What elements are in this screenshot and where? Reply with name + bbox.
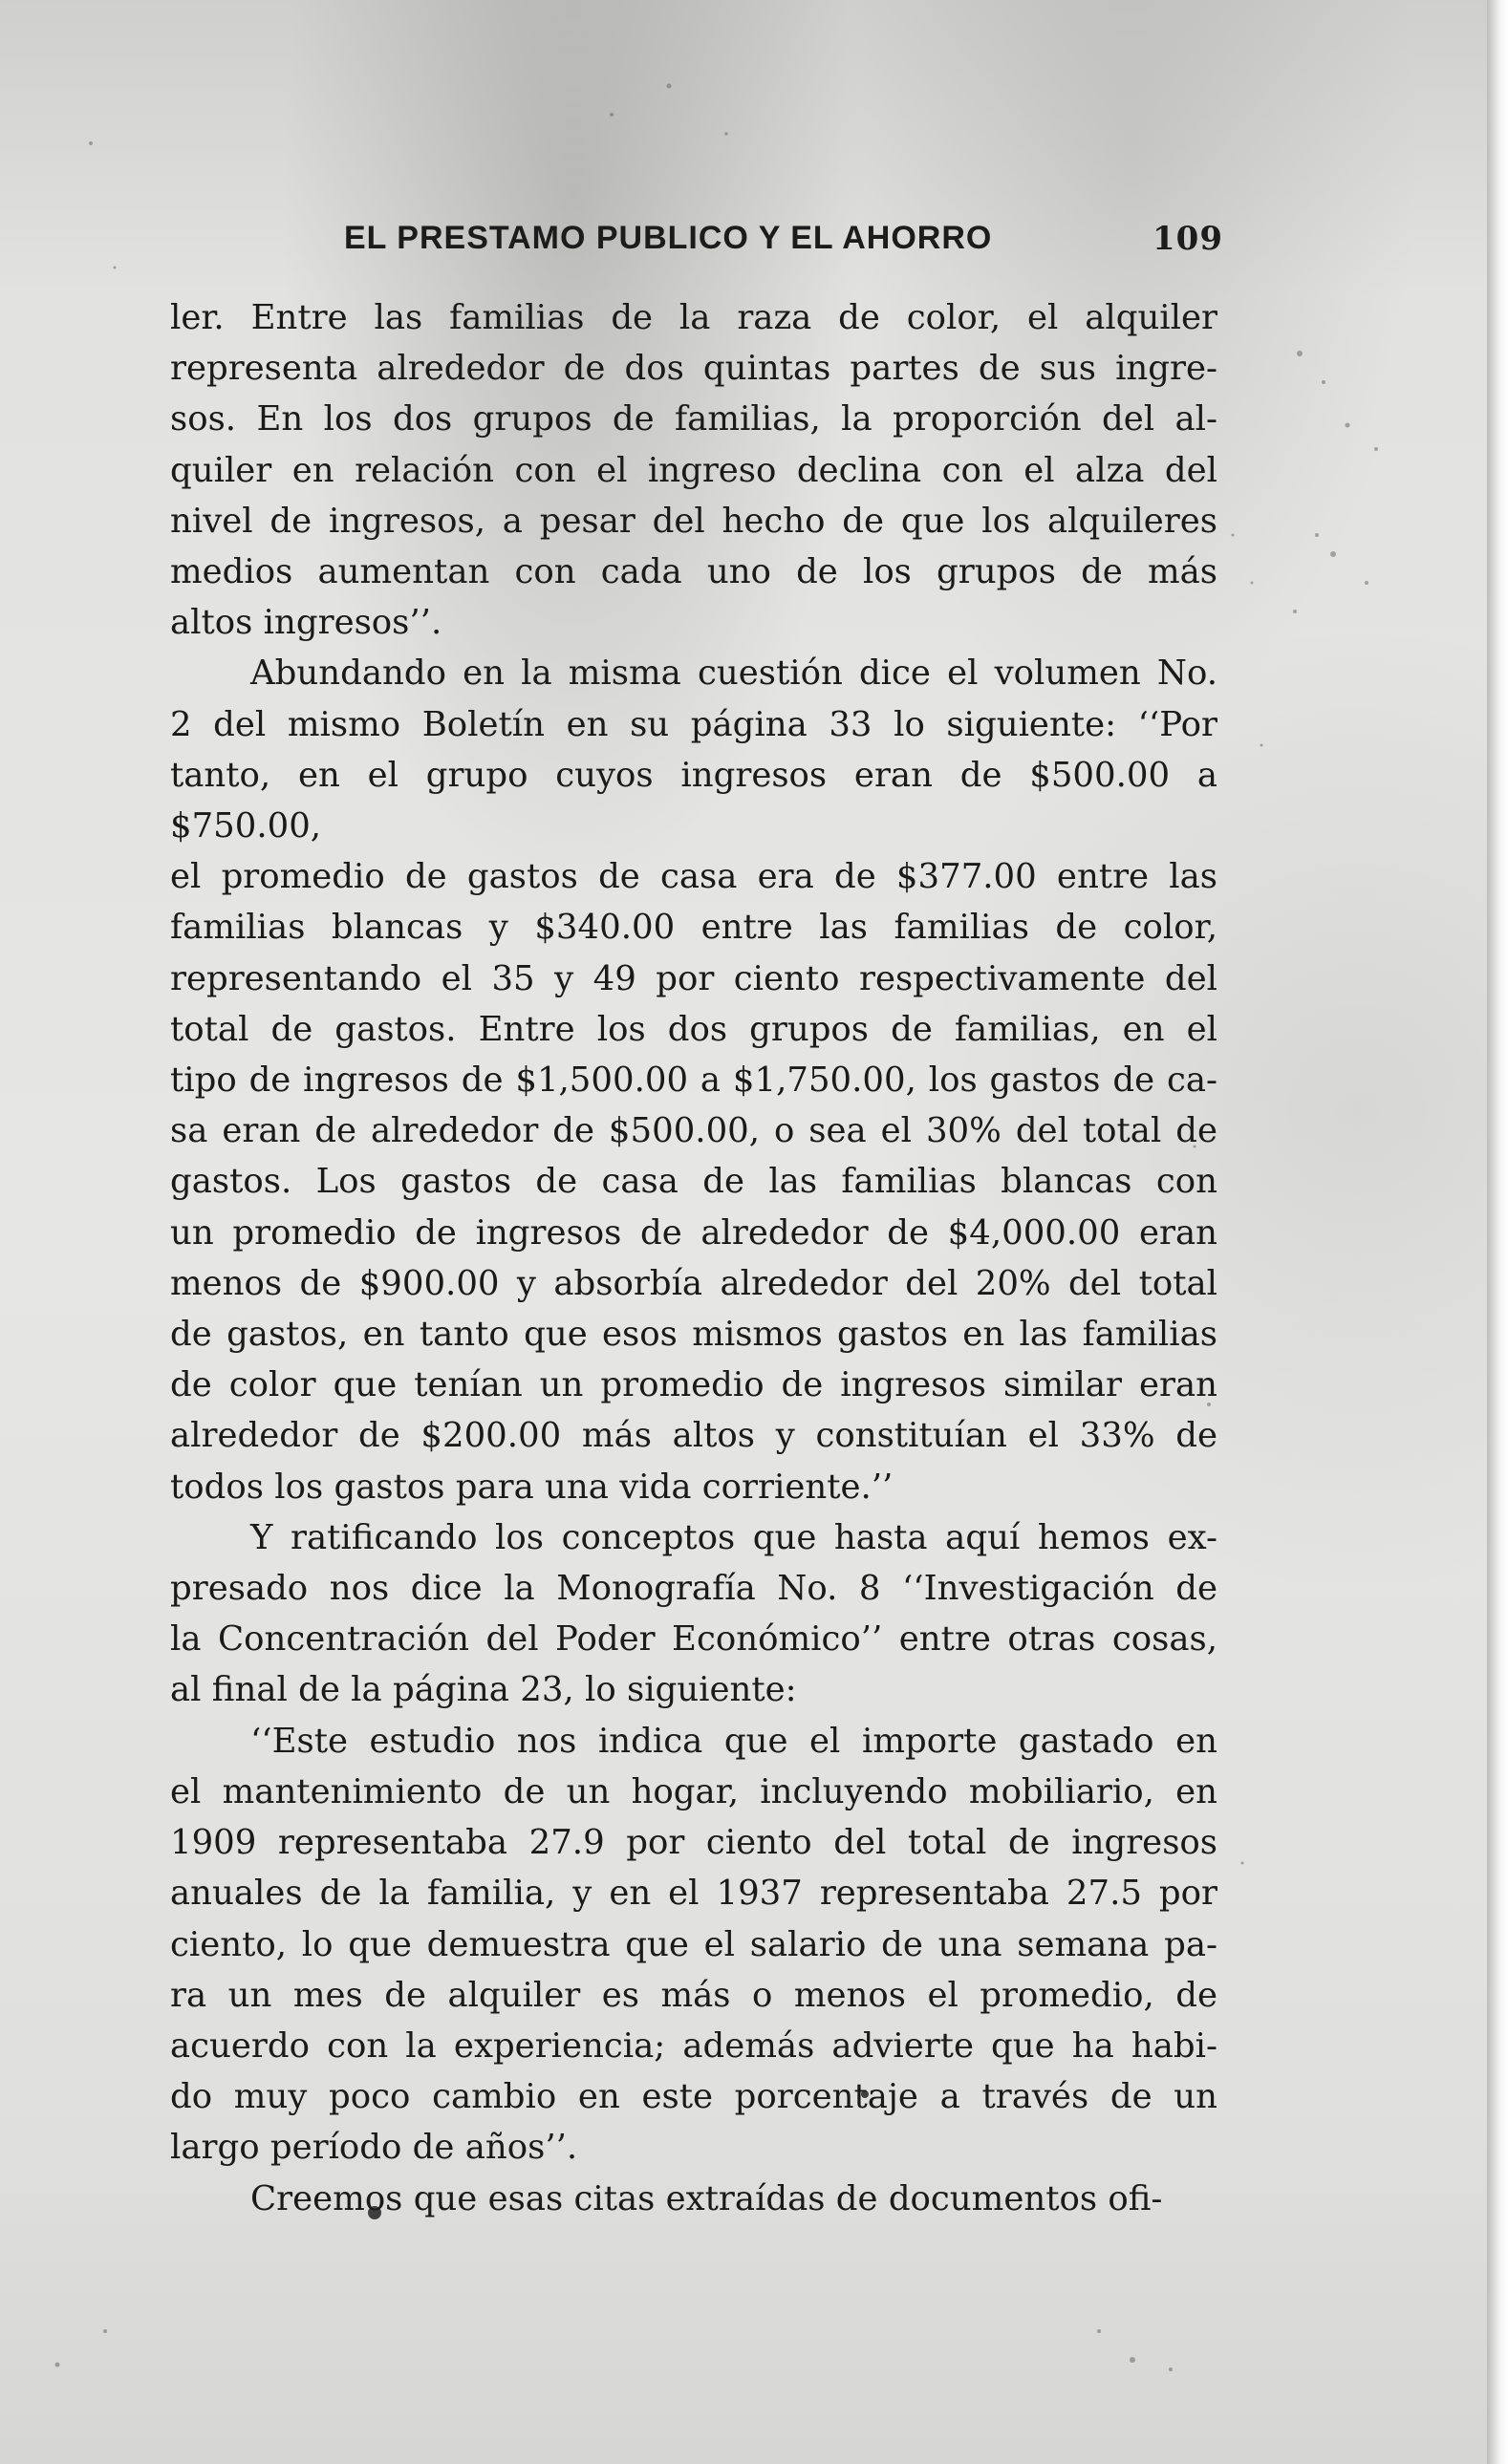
text-line: Y ratificando los conceptos que hasta aquí hemos ex- xyxy=(250,1517,1217,1557)
page-header xyxy=(344,220,1223,268)
text-line: menos de $900.00 y absorbía alrededor del 20% del total xyxy=(170,1263,1217,1303)
text-line: quiler en relación con el ingreso declina con el alza del xyxy=(170,450,1217,490)
text-line: todos los gastos para una vida corriente.’’ xyxy=(170,1467,894,1507)
text-line: do muy poco cambio en este porcentaje a través de un xyxy=(170,2077,1217,2117)
running-head: EL PRESTAMO PUBLICO Y EL AHORRO xyxy=(344,220,993,256)
text-line: gastos. Los gastos de casa de las familias blancas con xyxy=(170,1162,1217,1202)
text-line: familias blancas y $340.00 entre las familias de color, xyxy=(170,908,1217,948)
text-line: tipo de ingresos de $1,500.00 a $1,750.00, los gastos de ca- xyxy=(170,1061,1217,1101)
text-line: anuales de la familia, y en el 1937 representaba 27.5 por xyxy=(170,1874,1217,1914)
text-line: nivel de ingresos, a pesar del hecho de que los alquileres xyxy=(170,501,1217,541)
text-line: ‘‘Este estudio nos indica que el importe gastado en xyxy=(250,1721,1217,1761)
text-line: largo período de años’’. xyxy=(170,2128,578,2168)
body-text xyxy=(170,292,1217,2224)
text-line: de color que tenían un promedio de ingresos similar eran xyxy=(170,1365,1217,1405)
text-line: alrededor de $200.00 más altos y constituían el 33% de xyxy=(170,1416,1217,1456)
text-line: representa alrededor de dos quintas partes de sus ingre- xyxy=(170,349,1217,389)
text-line: 1909 representaba 27.9 por ciento del total de ingresos xyxy=(170,1823,1217,1863)
text-line: presado nos dice la Monografía No. 8 ‘‘Investigación de xyxy=(170,1569,1217,1609)
text-line: total de gastos. Entre los dos grupos de familias, en el xyxy=(170,1009,1217,1049)
text-line: un promedio de ingresos de alrededor de $4,000.00 eran xyxy=(170,1212,1217,1253)
text-line: Abundando en la misma cuestión dice el volumen No. xyxy=(250,653,1217,694)
text-line: la Concentración del Poder Económico’’ entre otras cosas, xyxy=(170,1619,1217,1660)
text-line: sos. En los dos grupos de familias, la proporción del al- xyxy=(170,399,1217,439)
text-line: acuerdo con la experiencia; además advierte que ha habi- xyxy=(170,2025,1217,2066)
page-number: 109 xyxy=(1153,220,1223,258)
text-line: medios aumentan con cada uno de los grupos de más xyxy=(170,552,1217,592)
text-line: al final de la página 23, lo siguiente: xyxy=(170,1670,797,1710)
text-line: el mantenimiento de un hogar, incluyendo mobiliario, en xyxy=(170,1771,1217,1811)
text-line: ciento, lo que demuestra que el salario de una semana pa- xyxy=(170,1924,1217,1964)
text-line: altos ingresos’’. xyxy=(170,603,442,643)
text-line: el promedio de gastos de casa era de $377.00 entre las xyxy=(170,857,1217,897)
text-line: tanto, en el grupo cuyos ingresos eran de $500.00 a $750.00, xyxy=(170,755,1217,846)
text-line: representando el 35 y 49 por ciento respectivamente del xyxy=(170,958,1217,998)
text-line: sa eran de alrededor de $500.00, o sea el 30% del total de xyxy=(170,1111,1217,1151)
text-line: ra un mes de alquiler es más o menos el promedio, de xyxy=(170,1975,1217,2015)
text-line: de gastos, en tanto que esos mismos gastos en las familias xyxy=(170,1315,1217,1355)
text-line: 2 del mismo Boletín en su página 33 lo siguiente: ‘‘Por xyxy=(170,704,1217,744)
text-line: ler. Entre las familias de la raza de color, el alquiler xyxy=(170,298,1217,337)
text-line: Creemos que esas citas extraídas de documentos ofi- xyxy=(250,2178,1163,2218)
